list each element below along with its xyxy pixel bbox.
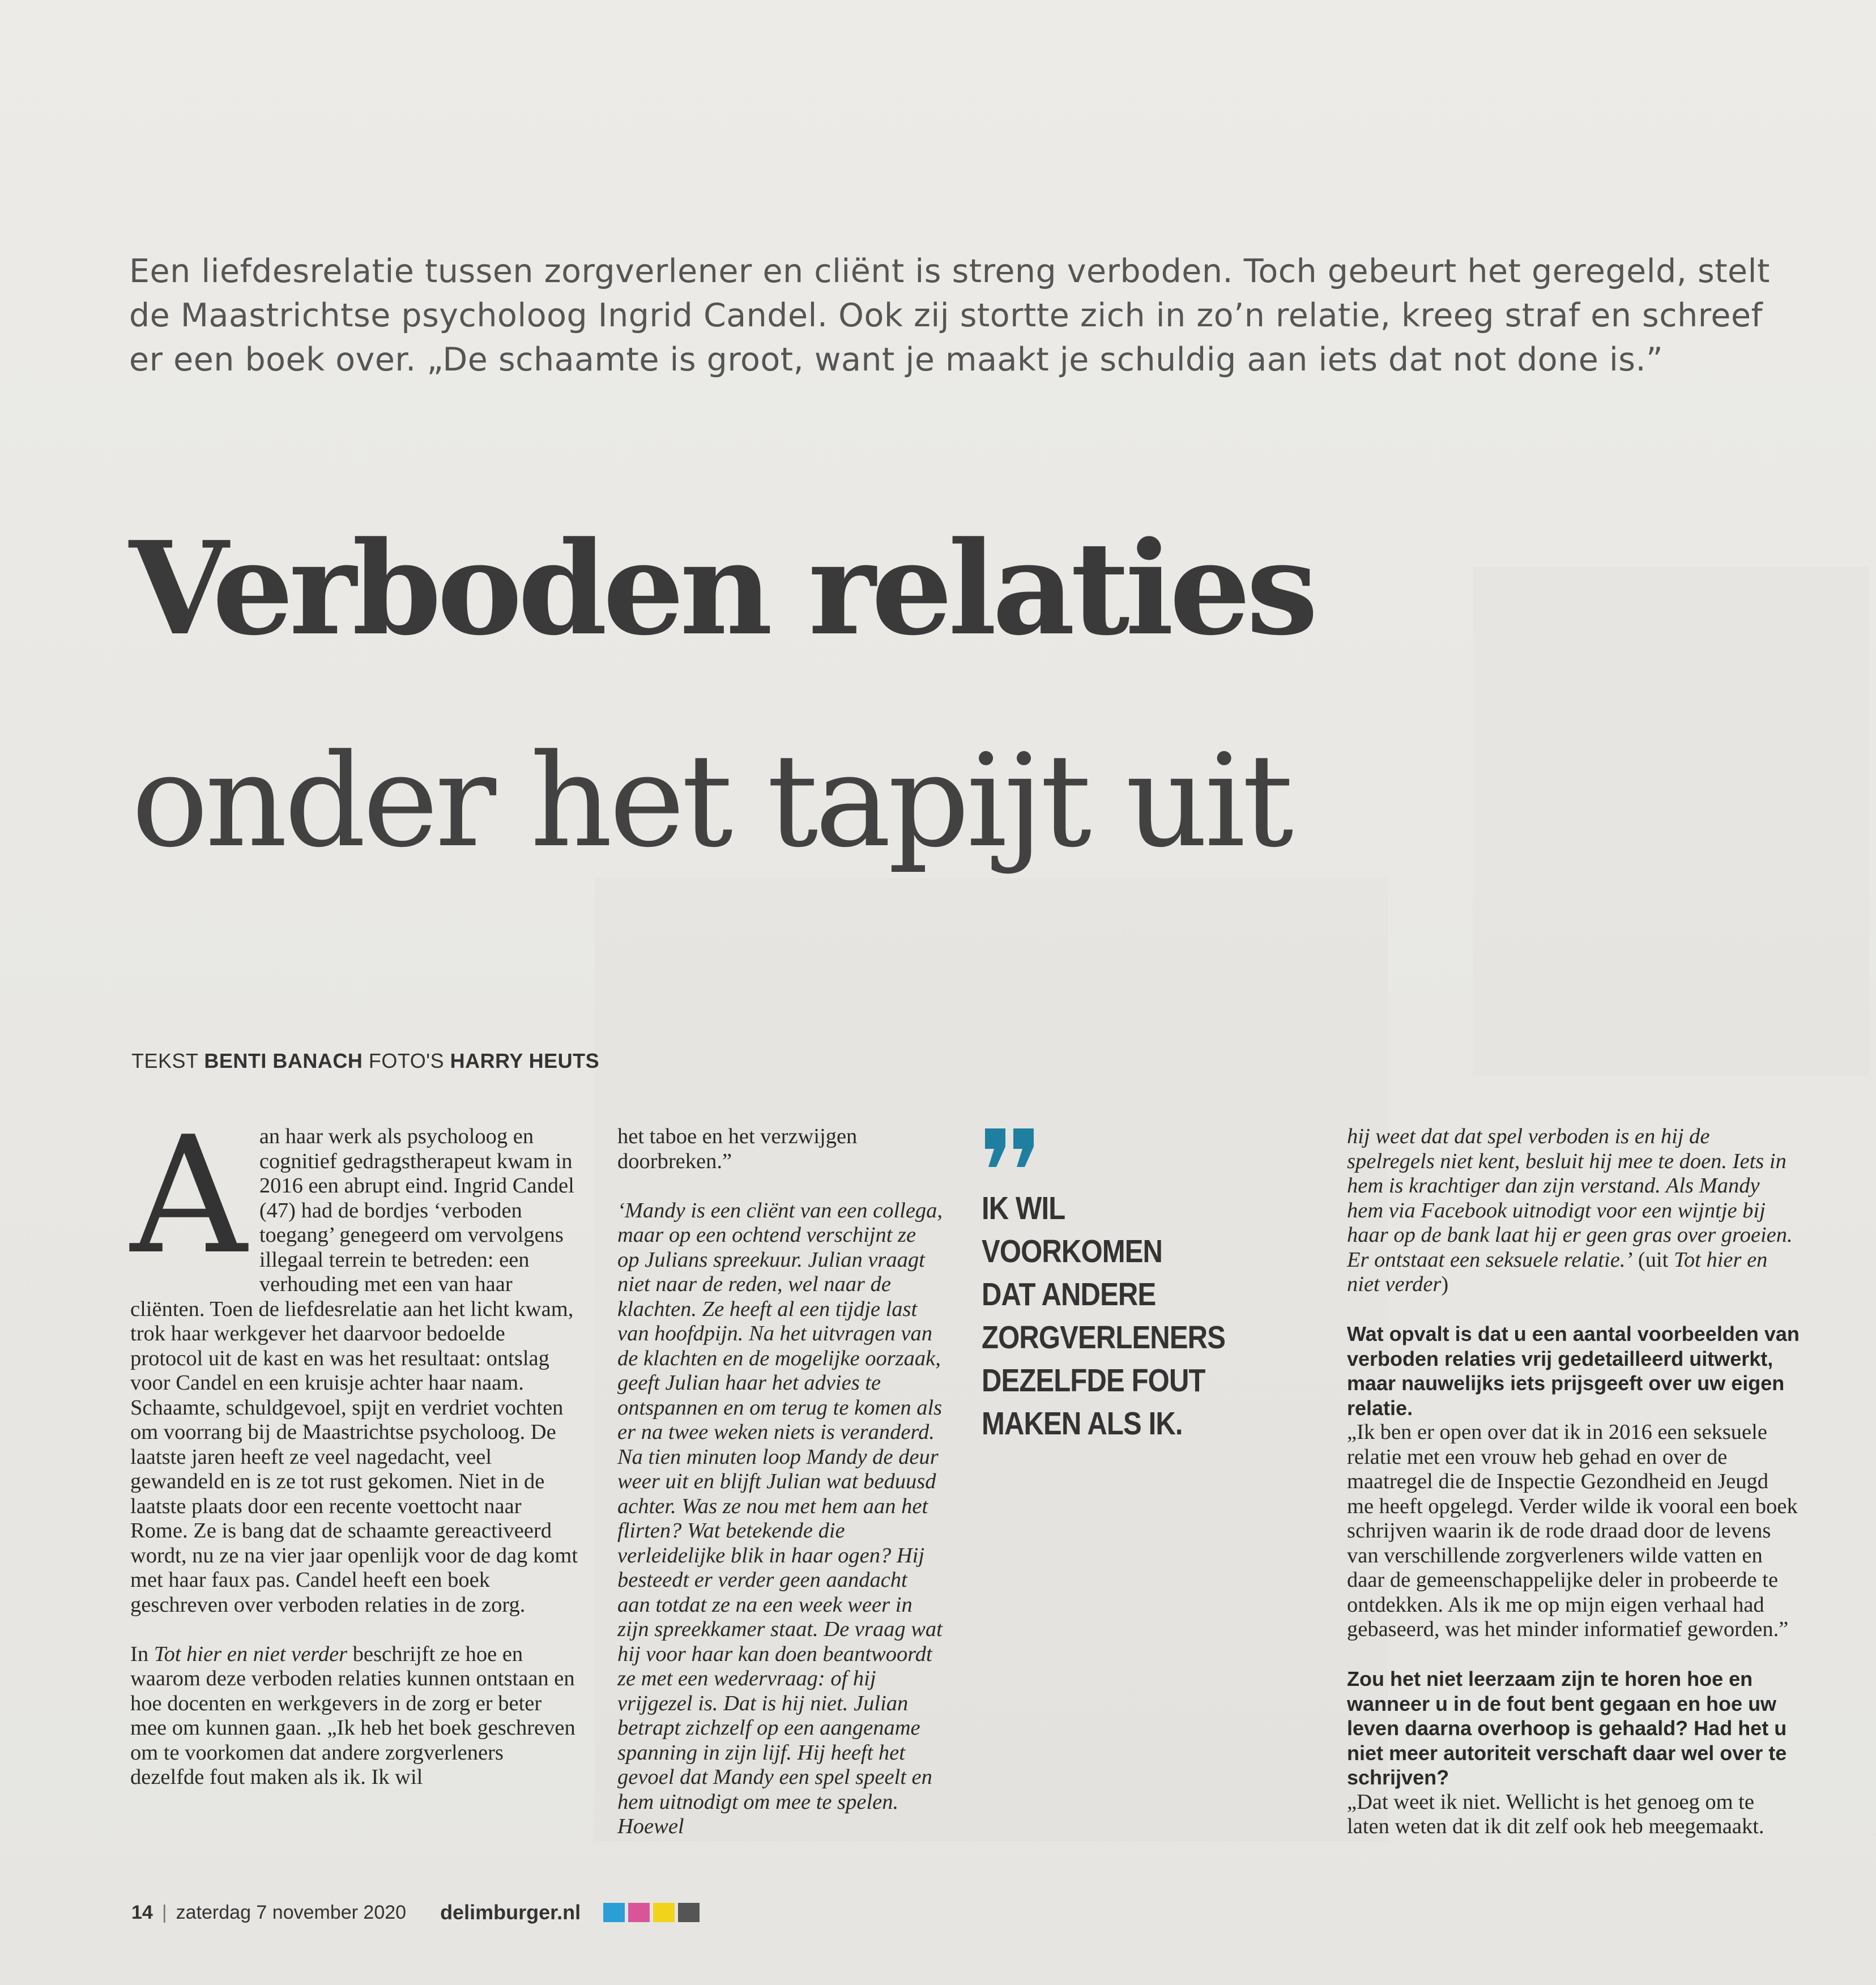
text-run: hij weet dat dat spel verboden is en hij de spelregels niet kent, besluit hij mee te doen. Iets in hem is krachtiger dan zijn verstand. Als Mandy hem via Facebook uitnodigt voor een wijntje bij haar op de bank laat hij er geen gras over groeien. Er ontstaat een seksuele relatie.’ <box>1347 1124 1793 1272</box>
excerpt-paragraph <box>1347 1124 1800 1297</box>
byline-text-label: TEKST <box>131 1049 198 1072</box>
color-swatch <box>603 1903 625 1922</box>
book-title: Tot hier en niet verder <box>154 1642 348 1666</box>
text-run: In <box>130 1642 154 1666</box>
excerpt-paragraph: Na tien minuten loop Mandy de deur weer uit en blijft Julian wat beduusd achter. Was ze nou met hem aan het flirten? Wat betekende die verleidelijke blik in haar ogen? Hij besteedt er verder geen aandacht aan totdat ze na een week weer in zijn spreekkamer staat. De vraag wat hij voor haar kan doen beantwoordt ze met een wedervraag: of hij vrijgezel is. Dat is hij niet. Julian betrapt zichzelf op een aangename spanning in zijn lijf. Hij heeft het gevoel dat Mandy een spel speelt en hem uitnodigt om mee te spelen. Hoewel <box>617 1445 943 1838</box>
text-run: beschrijft ze hoe en waarom deze verboden relaties kunnen ontstaan en hoe docenten en werkgevers in de zorg er beter mee om kunnen gaan. „Ik heb het boek geschreven om te voorkomen dat andere zorgverleners dezelfde fout maken als ik. Ik wil <box>130 1642 575 1789</box>
interview-answer: „Dat weet ik niet. Wellicht is het genoeg om te laten weten dat ik dit zelf ook heb meegemaakt. <box>1347 1790 1764 1838</box>
interview-answer: „Ik ben er open over dat ik in 2016 een seksuele relatie met een vrouw heb gehad en over de maatregel die de Inspectie Gezondheid en Jeugd me heeft opgelegd. Verder wilde ik vooral een boek schrijven waarin ik de rode draad door de levens van verschillende zorgverleners wilde vatten en daar de gemeenschappelijke deler in probeerde te ontdekken. Als ik me op mijn eigen verhaal had gebaseerd, was het minder informatief geworden.” <box>1347 1420 1798 1641</box>
book-title: Tot hier en niet verder <box>1347 1247 1768 1296</box>
color-swatch <box>653 1903 675 1922</box>
byline-author: BENTI BANACH <box>204 1049 363 1072</box>
byline-photo-label: FOTO'S <box>368 1049 445 1072</box>
paragraph: het taboe en het verzwijgen doorbreken.” <box>617 1124 858 1173</box>
page-footer <box>131 1901 700 1924</box>
article-column-2 <box>617 1124 943 1839</box>
intro-lead <box>129 249 1845 382</box>
text-run: ) <box>1441 1272 1449 1296</box>
paragraph: an haar werk als psycholoog en cognitief gedragstherapeut kwam in 2016 een abrupt eind. Ingrid Candel (47) had de bordjes ‘verboden toegang’ genegeerd om vervolgens illegaal terrein te betreden: een verhouding met een van haar cliënten. Toen de liefdesrelatie aan het licht kwam, trok haar werkgever het daarvoor bedoelde protocol uit de kast en was het resultaat: ontslag voor Candel en een kruisje achter haar naam. Schaamte, schuldgevoel, spijt en verdriet vochten om voorrang bij de Maastrichtse psycholoog. De laatste jaren heeft ze veel nagedacht, veel gewandeld en is ze tot rust gekomen. Niet in de laatste plaats door een recente voettocht naar Rome. Ze is bang dat de schaamte gereactiveerd wordt, nu ze na vier jaar openlijk voor de dag komt met haar faux pas. Candel heeft een boek geschreven over verboden relaties in de zorg. <box>130 1124 578 1617</box>
interview-question: Zou het niet leerzaam zijn te horen hoe en wanneer u in de fout bent gegaan en hoe uw leven daarna overhoop is gehaald? Had het u niet meer autoriteit verschaft daar wel over te schrijven? <box>1347 1667 1787 1789</box>
text-run: (uit <box>1632 1247 1674 1272</box>
byline <box>131 1049 599 1073</box>
article-column-4 <box>1347 1124 1800 1839</box>
intro-line: Een liefdesrelatie tussen zorgverlener en cliënt is streng verboden. Toch gebeurt het geregeld, stelt <box>129 253 1770 290</box>
headline-main: Verboden relaties <box>129 514 1314 664</box>
article-column-1 <box>130 1102 581 1790</box>
intro-line: er een boek over. „De schaamte is groot, want je maakt je schuldig aan iets dat not done is.” <box>129 341 1664 378</box>
paragraph <box>130 1642 581 1790</box>
page-number: 14 <box>131 1901 153 1923</box>
intro-line: de Maastrichtse psycholoog Ingrid Candel. Ook zij stortte zich in zo’n relatie, kreeg straf en schreef <box>129 297 1763 334</box>
color-swatch <box>678 1903 700 1922</box>
interview-question: Wat opvalt is dat u een aantal voorbeelden van verboden relaties vrij gedetailleerd uitwerkt, maar nauwelijks iets prijsgeeft over uw eigen relatie. <box>1347 1322 1800 1420</box>
headline-sub: onder het tapijt uit <box>131 727 1290 876</box>
color-bar <box>603 1903 700 1922</box>
background-photo-shape <box>1473 566 1869 1076</box>
byline-photographer: HARRY HEUTS <box>450 1049 600 1072</box>
dropcap: A <box>130 1102 247 1290</box>
site-url: delimburger.nl <box>440 1901 581 1924</box>
quote-mark-icon <box>983 1126 1038 1172</box>
excerpt-paragraph: ‘Mandy is een cliënt van een collega, maar op een ochtend verschijnt ze op Julians spreekuur. Julian vraagt niet naar de reden, wel naar de klachten. Ze heeft al een tijdje last van hoofdpijn. Na het uitvragen van de klachten en de mogelijke oorzaak, geeft Julian haar het advies te ontspannen en om terug te komen als er na twee weken niets is veranderd. <box>617 1198 943 1444</box>
pull-quote: IK WIL VOORKOMEN DAT ANDERE ZORGVERLENERS DEZELFDE FOUT MAKEN ALS IK. <box>982 1190 1226 1442</box>
issue-date: zaterdag 7 november 2020 <box>176 1901 407 1923</box>
footer-separator: | <box>161 1901 167 1923</box>
color-swatch <box>628 1903 650 1922</box>
